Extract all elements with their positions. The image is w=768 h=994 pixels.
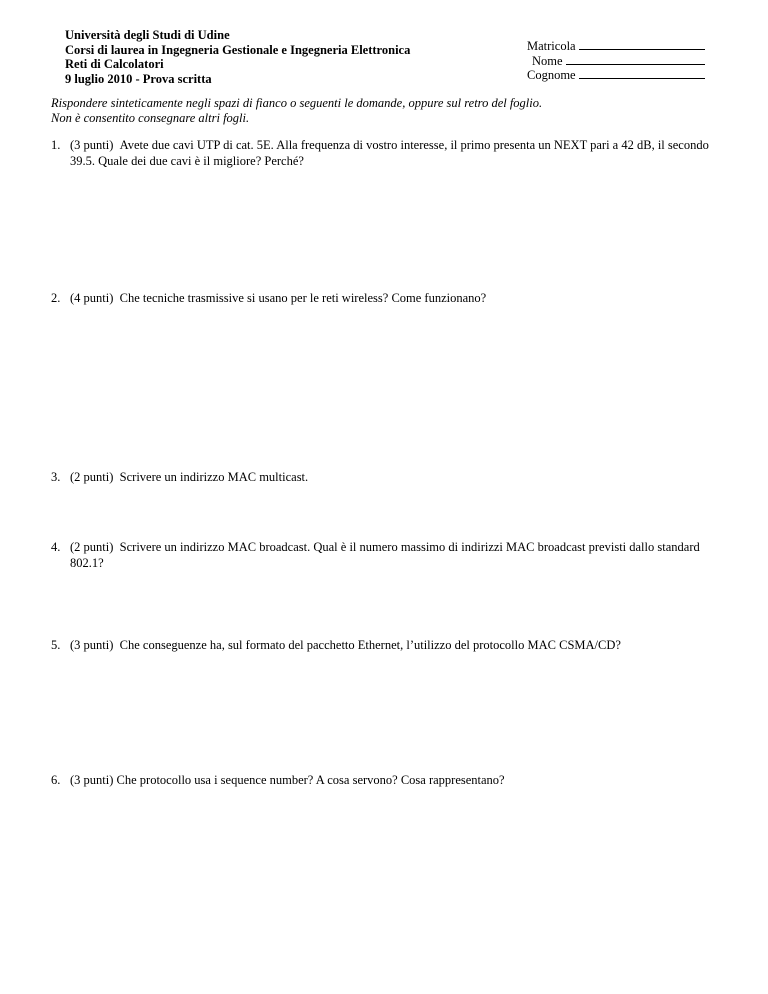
question-text: Che protocollo usa i sequence number? A cosa servono? Cosa rappresentano?: [116, 773, 505, 787]
matricola-blank-line[interactable]: [579, 39, 705, 50]
question-text: Che conseguenze ha, sul formato del pacchetto Ethernet, l’utilizzo del protocollo MAC CSMA/CD?: [119, 638, 621, 652]
question-number: 5.: [51, 638, 61, 652]
question-points: (2 punti): [70, 470, 114, 484]
exam-date: 9 luglio 2010 - Prova scritta: [65, 71, 212, 86]
question-text: Scrivere un indirizzo MAC broadcast. Qual è il numero massimo di indirizzi MAC broadcast previsti dallo standard 802.1?: [70, 540, 700, 571]
question-3: [51, 469, 716, 485]
question-text: Scrivere un indirizzo MAC multicast.: [119, 470, 309, 484]
question-points: (2 punti): [70, 540, 114, 554]
question-body: [70, 539, 716, 572]
cognome-blank-line[interactable]: [579, 68, 705, 79]
question-points: (3 punti): [70, 638, 114, 652]
subject-name: Reti di Calcolatori: [65, 57, 164, 72]
question-points: (3 punti): [70, 773, 114, 787]
question-number: 6.: [51, 773, 61, 787]
question-2: [51, 290, 716, 306]
nome-label: Nome: [532, 53, 563, 68]
cognome-label: Cognome: [527, 68, 576, 83]
question-5: [51, 637, 716, 653]
question-body: [70, 637, 716, 653]
question-number: 1.: [51, 138, 61, 152]
question-number: 2.: [51, 291, 61, 305]
question-points: (4 punti): [70, 291, 114, 305]
course-names: Corsi di laurea in Ingegneria Gestionale e Ingegneria Elettronica: [65, 42, 411, 57]
question-points: (3 punti): [70, 138, 114, 152]
instructions-line-1: Rispondere sinteticamente negli spazi di fianco o seguenti le domande, oppure sul retro del foglio.: [51, 96, 543, 110]
question-text: Che tecniche trasmissive si usano per le reti wireless? Come funzionano?: [119, 291, 487, 305]
question-body: [70, 137, 716, 170]
question-text: Avete due cavi UTP di cat. 5E. Alla frequenza di vostro interesse, il primo presenta un NEXT pari a 42 dB, il secondo 39.5. Quale dei due cavi è il migliore? Perché?: [70, 138, 709, 169]
matricola-field[interactable]: [527, 39, 705, 54]
question-body: [70, 469, 716, 485]
exam-instructions: [51, 96, 542, 125]
question-number: 3.: [51, 470, 61, 484]
university-name: Università degli Studi di Udine: [65, 28, 230, 42]
question-number: 4.: [51, 540, 61, 554]
instructions-line-2: Non è consentito consegnare altri fogli.: [51, 110, 250, 125]
exam-header: [65, 28, 410, 86]
question-4: [51, 539, 716, 572]
question-body: [70, 772, 716, 788]
student-info-fields: [527, 39, 705, 83]
question-body: [70, 290, 716, 306]
question-6: [51, 772, 716, 788]
nome-blank-line[interactable]: [566, 54, 705, 65]
cognome-field[interactable]: [527, 68, 705, 83]
nome-field[interactable]: [527, 54, 705, 69]
matricola-label: Matricola: [527, 39, 576, 53]
question-1: [51, 137, 716, 170]
